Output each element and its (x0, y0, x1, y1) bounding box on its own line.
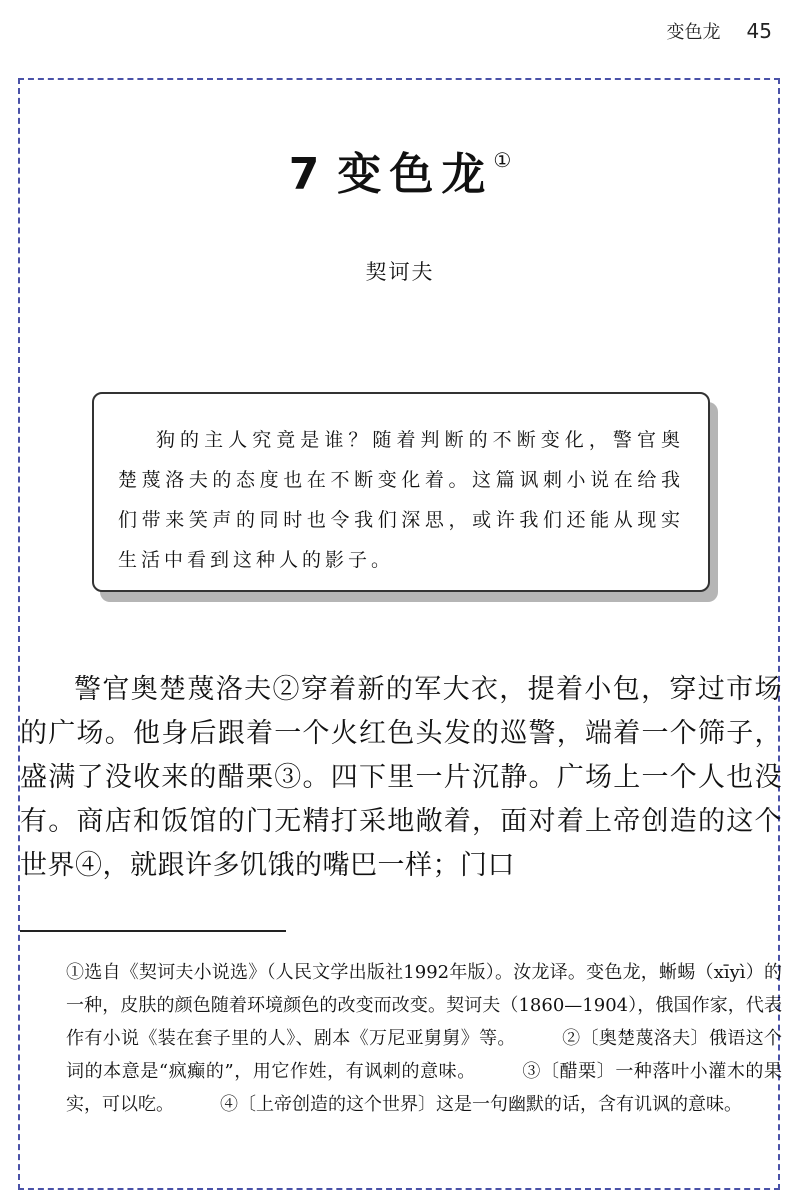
lesson-title (0, 138, 800, 202)
footnote-1: ①选自《契诃夫小说选》（人民文学出版社1992年版）。汝龙译。变色龙，蜥蜴（xīyì）的一种，皮肤的颜色随着环境颜色的改变而改变。契诃夫（1860—1904），俄国作家，代表作有小说《装在套子里的人》、剧本《万尼亚舅舅》等。 (66, 962, 782, 1049)
lesson-title-text: 变色龙 (337, 149, 494, 200)
footnote-3: ③〔醋栗〕一种落叶小灌木的果实，可以吃。 (66, 1061, 782, 1115)
running-header (667, 18, 772, 44)
footnote-rule (20, 930, 286, 932)
main-text (20, 668, 782, 888)
title-footnote-mark: ① (493, 148, 512, 172)
lesson-number: 7 (288, 149, 328, 200)
intro-text: 狗的主人究竟是谁？随着判断的不断变化，警官奥楚蔑洛夫的态度也在不断变化着。这篇讽刺小说在给我们带来笑声的同时也令我们深思，或许我们还能从现实生活中看到这种人的影子。 (118, 429, 684, 571)
footnote-2: ②〔奥楚蔑洛夫〕俄语这个词的本意是“疯癫的”，用它作姓，有讽刺的意味。 (66, 1028, 782, 1082)
footnote-4: ④〔上帝创造的这个世界〕这是一句幽默的话，含有讥讽的意味。 (220, 1094, 742, 1115)
footnote-paragraph (66, 956, 782, 1121)
footnotes (66, 956, 782, 1121)
page-number: 45 (746, 19, 772, 43)
body-paragraph: 警官奥楚蔑洛夫②穿着新的军大衣，提着小包，穿过市场的广场。他身后跟着一个火红色头发的巡警，端着一个筛子，盛满了没收来的醋栗③。四下里一片沉静。广场上一个人也没有。商店和饭馆的门无精打采地敞着，面对着上帝创造的这个世界④，就跟许多饥饿的嘴巴一样；门口 (20, 674, 782, 881)
running-title: 变色龙 (666, 22, 721, 43)
intro-box (92, 392, 710, 592)
author: 契诃夫 (365, 260, 435, 284)
